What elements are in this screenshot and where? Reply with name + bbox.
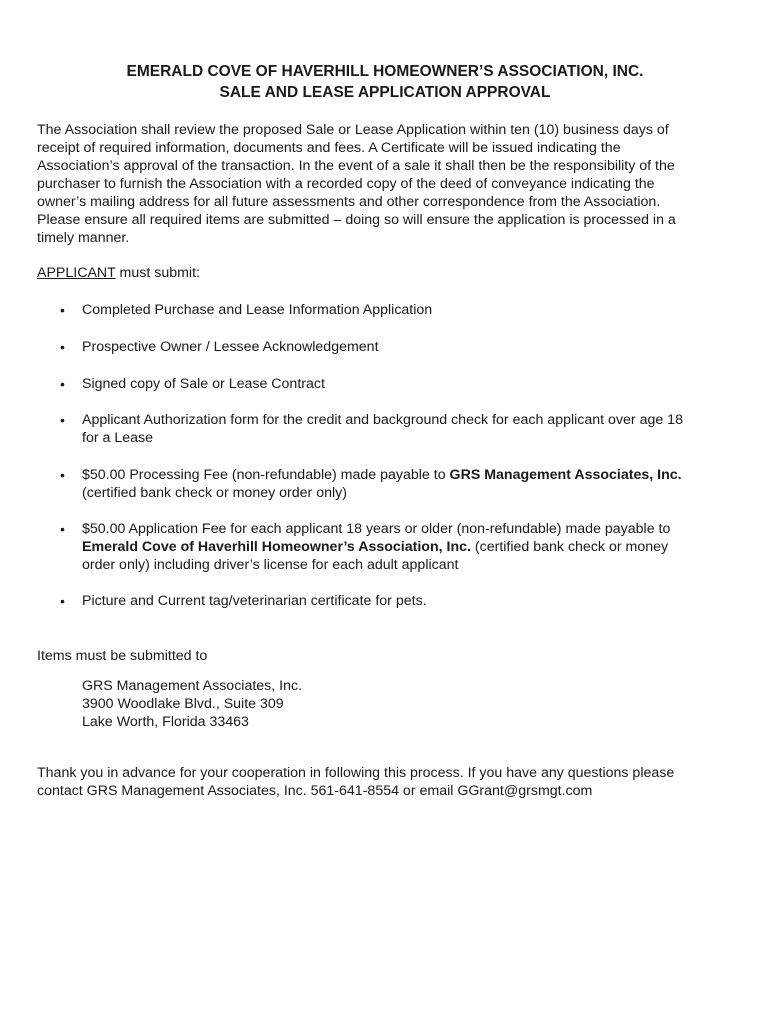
list-item-text: Applicant Authorization form for the credit and background check for each applicant over age 18 <box>82 412 683 428</box>
closing-paragraph <box>37 764 674 800</box>
intro-line: owner’s mailing address for all future assessments and other correspondence from the Association. <box>37 194 661 210</box>
title-line-2: SALE AND LEASE APPLICATION APPROVAL <box>219 84 551 101</box>
bullet-marker: • <box>60 339 65 355</box>
applicant-label: APPLICANT <box>37 265 116 281</box>
applicant-heading <box>37 264 200 282</box>
address-street: 3900 Woodlake Blvd., Suite 309 <box>82 696 284 712</box>
list-item-text: Completed Purchase and Lease Information Application <box>82 302 433 318</box>
intro-line: Association’s approval of the transaction. In the event of a sale it shall then be the responsibility of the <box>37 158 675 174</box>
list-item-text: Prospective Owner / Lessee Acknowledgement <box>82 339 379 355</box>
intro-line: timely manner. <box>37 230 130 246</box>
intro-paragraph <box>37 121 737 247</box>
bullet-marker: • <box>60 412 65 428</box>
intro-line: receipt of required information, documents and fees. A Certificate will be issued indicating the <box>37 140 621 156</box>
list-item-text: (certified bank check or money <box>470 539 669 555</box>
bullet-marker: • <box>60 376 65 392</box>
address-city: Lake Worth, Florida 33463 <box>82 714 249 730</box>
bullet-marker: • <box>60 467 65 483</box>
list-item-text: $50.00 Application Fee for each applicant 18 years or older (non-refundable) made payable to <box>82 521 671 537</box>
list-item-text: Signed copy of Sale or Lease Contract <box>82 376 325 392</box>
title-line-1: EMERALD COVE OF HAVERHILL HOMEOWNER’S ASSOCIATION, INC. <box>126 63 644 80</box>
list-item-text: (certified bank check or money order only) <box>82 485 347 501</box>
list-item-text: $50.00 Processing Fee (non-refundable) made payable to <box>82 467 450 483</box>
bullet-marker: • <box>60 593 65 609</box>
submission-label: Items must be submitted to <box>37 648 208 664</box>
bullet-marker: • <box>60 521 65 537</box>
address-company: GRS Management Associates, Inc. <box>82 678 303 694</box>
closing-line-2: contact GRS Management Associates, Inc. 561-641-8554 or email GGrant@grsmgt.com <box>37 783 593 799</box>
payee-name: Emerald Cove of Haverhill Homeowner’s Association, Inc. <box>82 539 471 555</box>
bullet-marker: • <box>60 302 65 318</box>
payee-name: GRS Management Associates, Inc. <box>449 467 682 483</box>
closing-line-1: Thank you in advance for your cooperation in following this process. If you have any questions please <box>37 765 675 781</box>
list-item-text: Picture and Current tag/veterinarian certificate for pets. <box>82 593 427 609</box>
list-item-text: for a Lease <box>82 430 153 446</box>
document-title <box>0 61 770 103</box>
intro-line: purchaser to furnish the Association with a recorded copy of the deed of conveyance indicating the <box>37 176 655 192</box>
mailing-address <box>82 677 302 731</box>
applicant-suffix: must submit: <box>115 265 200 281</box>
intro-line: Please ensure all required items are submitted – doing so will ensure the application is processed in a <box>37 212 676 228</box>
list-item-text: order only) including driver’s license for each adult applicant <box>82 557 459 573</box>
intro-line: The Association shall review the proposed Sale or Lease Application within ten (10) business days of <box>37 122 669 138</box>
